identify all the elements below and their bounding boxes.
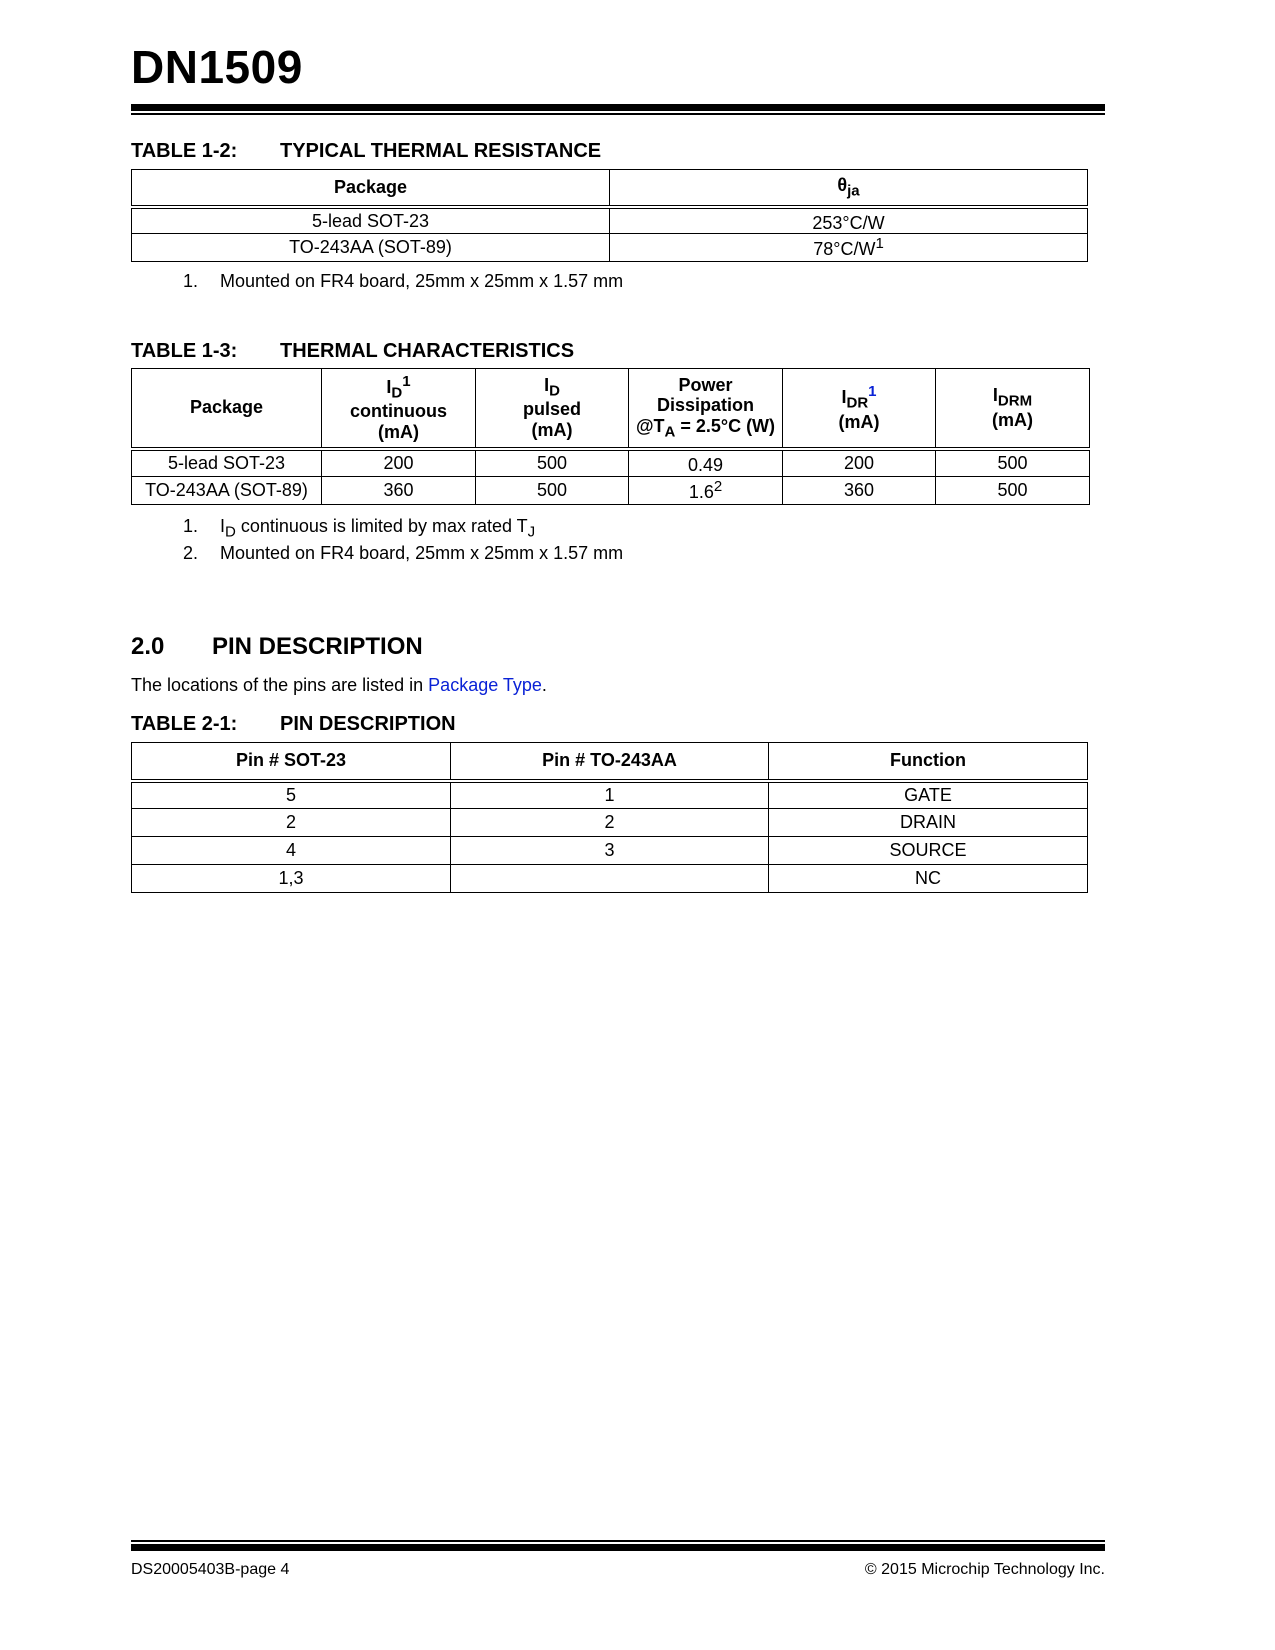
cell-function: GATE <box>769 781 1088 809</box>
table-1-3-number: TABLE 1-3: <box>131 340 238 362</box>
table-1-2-notes <box>183 268 623 295</box>
table-1-2-title: TYPICAL THERMAL RESISTANCE <box>280 140 602 162</box>
header-rule-thick <box>131 104 1105 111</box>
table-2-1-number: TABLE 2-1: <box>131 713 238 735</box>
col-header-id-pulsed: $I_D$ pulsed (mA) <box>476 369 629 449</box>
col-header-pin-sot23: Pin # SOT-23 <box>132 743 451 781</box>
cell-pin-sot23: 5 <box>132 781 451 809</box>
table-row <box>132 781 1088 809</box>
table-1-3-title: THERMAL CHARACTERISTICS <box>280 340 575 362</box>
cell-function: DRAIN <box>769 809 1088 837</box>
table-1-3-caption <box>131 340 574 363</box>
footer-rule-thick <box>131 1544 1105 1551</box>
table-row <box>132 207 1088 234</box>
table-row <box>132 809 1088 837</box>
cell-idr: 200 <box>783 449 936 477</box>
cell-power: $1.6^2$ <box>629 477 783 505</box>
cell-pin-to243aa: 1 <box>451 781 769 809</box>
header-rule-thin <box>131 113 1105 115</box>
cell-pin-sot23: 1,3 <box>132 865 451 893</box>
col-header-package: Package <box>132 369 322 449</box>
cell-function: NC <box>769 865 1088 893</box>
cell-pin-sot23: 2 <box>132 809 451 837</box>
cell-id-pulsed: 500 <box>476 477 629 505</box>
table-1-3-notes <box>183 513 623 567</box>
cell-idrm: 500 <box>936 449 1090 477</box>
col-header-id-continuous: $I_D^1$ continuous (mA) <box>322 369 476 449</box>
package-type-link[interactable]: Package Type <box>428 675 542 695</box>
section-paragraph: The locations of the pins are listed in Package Type. <box>131 675 547 695</box>
col-header-idrm: $I_{DRM}$ (mA) <box>936 369 1090 449</box>
section-heading <box>131 633 423 661</box>
section-number: 2.0 <box>131 633 165 660</box>
table-row <box>132 865 1088 893</box>
cell-package: TO-243AA (SOT-89) <box>132 234 610 262</box>
col-header-theta-ja: $\theta_{ja}$ <box>610 170 1088 207</box>
table-row <box>132 234 1088 262</box>
table-2-1-caption <box>131 713 456 736</box>
table-2-1-title: PIN DESCRIPTION <box>280 713 456 735</box>
col-header-idr: $I_{DR}^1$ (mA) <box>783 369 936 449</box>
footer-copyright: © 2015 Microchip Technology Inc. <box>864 1561 1105 1578</box>
cell-idr: 360 <box>783 477 936 505</box>
thermal-characteristics-table <box>131 368 1090 505</box>
cell-pin-to243aa: 2 <box>451 809 769 837</box>
cell-function: SOURCE <box>769 837 1088 865</box>
cell-package: 5-lead SOT-23 <box>132 449 322 477</box>
cell-id-continuous: 200 <box>322 449 476 477</box>
footnote: 1. Mounted on FR4 board, 25mm x 25mm x 1.57 mm <box>183 271 624 291</box>
cell-pin-to243aa <box>451 865 769 893</box>
cell-theta: 253°C/W <box>610 207 1088 234</box>
cell-id-continuous: 360 <box>322 477 476 505</box>
cell-package: 5-lead SOT-23 <box>132 207 610 234</box>
cell-theta: $78^\circ C/W^1$ <box>610 234 1088 262</box>
section-title: PIN DESCRIPTION <box>212 633 423 660</box>
table-1-2-caption <box>131 140 601 163</box>
table-row <box>132 477 1090 505</box>
table-row <box>132 449 1090 477</box>
cell-id-pulsed: 500 <box>476 449 629 477</box>
cell-pin-to243aa: 3 <box>451 837 769 865</box>
footnote: 1. $I_D$ continuous is limited by max rated $T_J$ <box>183 516 536 541</box>
idr-footnote-link[interactable]: 1 <box>868 382 877 400</box>
table-1-2-number: TABLE 1-2: <box>131 140 238 162</box>
footer-rule-thin <box>131 1540 1105 1542</box>
cell-power: 0.49 <box>629 449 783 477</box>
thermal-resistance-table <box>131 169 1088 262</box>
table-row <box>132 837 1088 865</box>
footer-document-id: DS20005403B-page 4 <box>131 1561 290 1578</box>
footnote: 2. Mounted on FR4 board, 25mm x 25mm x 1.57 mm <box>183 543 624 563</box>
page-title: DN1509 <box>131 41 303 93</box>
col-header-package: Package <box>132 170 610 207</box>
pin-description-table <box>131 742 1088 893</box>
col-header-power-dissipation: Power Dissipation $@T_A = 2.5^\circ C$ (W) <box>629 369 783 449</box>
col-header-function: Function <box>769 743 1088 781</box>
cell-idrm: 500 <box>936 477 1090 505</box>
cell-package: TO-243AA (SOT-89) <box>132 477 322 505</box>
cell-pin-sot23: 4 <box>132 837 451 865</box>
col-header-pin-to243aa: Pin # TO-243AA <box>451 743 769 781</box>
